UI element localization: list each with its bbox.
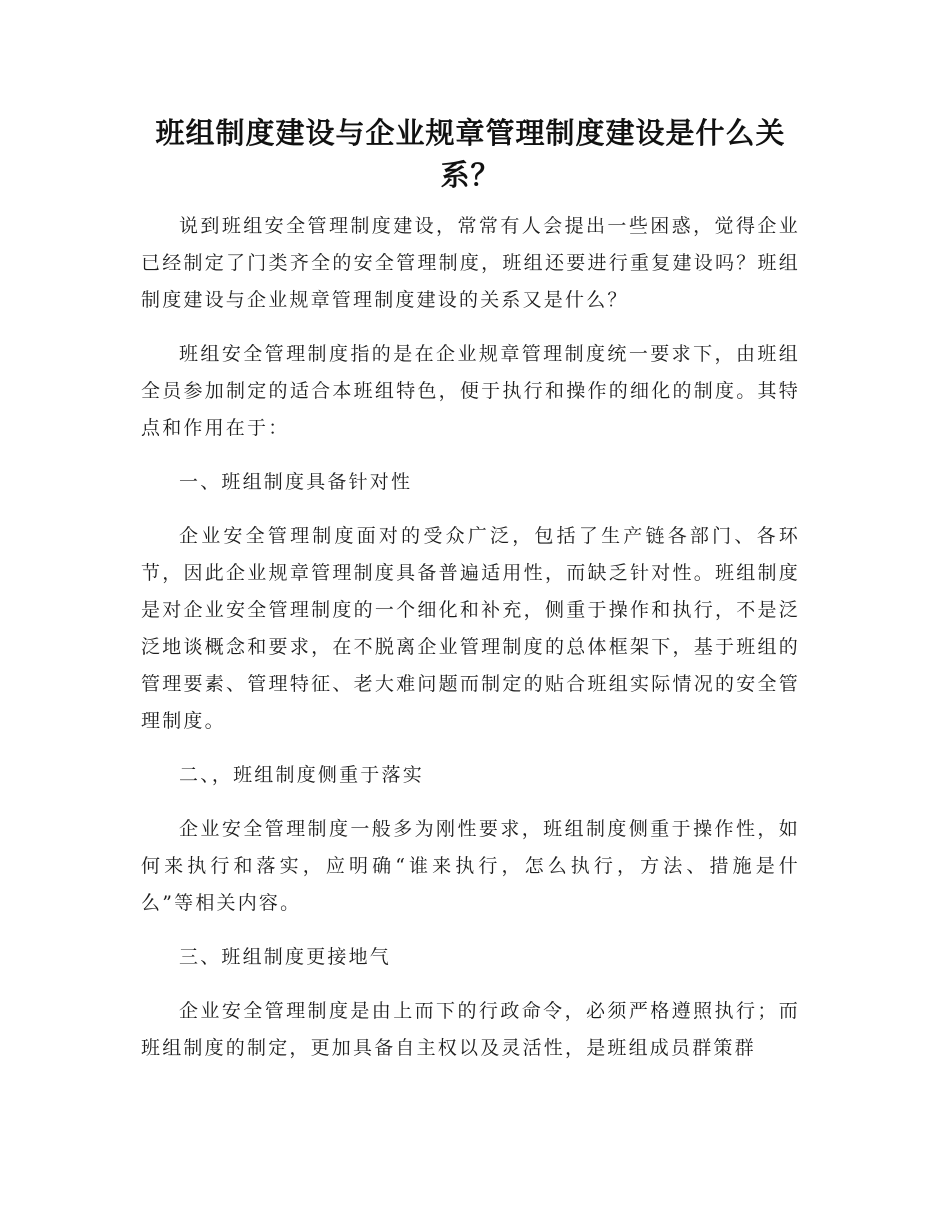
section-heading-2: 二、，班组制度侧重于落实 (179, 764, 424, 786)
section-heading-3: 三、班组制度更接地气 (179, 946, 392, 968)
paragraph-section-3: 企业安全管理制度是由上而下的行政命令，必须严格遵照执行；而班组制度的制定，更加具备自主权以及灵活性，是班组成员群策群 (141, 1000, 800, 1059)
section-heading-1: 一、班组制度具备针对性 (179, 471, 413, 493)
paragraph-intro: 说到班组安全管理制度建设，常常有人会提出一些困惑，觉得企业已经制定了门类齐全的安全管理制度，班组还要进行重复建设吗？班组制度建设与企业规章管理制度建设的关系又是什么？ (141, 215, 800, 311)
paragraph-section-1: 企业安全管理制度面对的受众广泛，包括了生产链各部门、各环节，因此企业规章管理制度具备普遍适用性，而缺乏针对性。班组制度是对企业安全管理制度的一个细化和补充，侧重于操作和执行，不是泛泛地谈概念和要求，在不脱离企业管理制度的总体框架下，基于班组的管理要素、管理特征、老大难问题而制定的贴合班组实际情况的安全管理制度。 (141, 525, 800, 732)
paragraph-section-2: 企业安全管理制度一般多为刚性要求，班组制度侧重于操作性，如何来执行和落实，应明确“谁来执行，怎么执行，方法、措施是什么”等相关内容。 (141, 818, 800, 914)
paragraph-definition: 班组安全管理制度指的是在企业规章管理制度统一要求下，由班组全员参加制定的适合本班组特色，便于执行和操作的细化的制度。其特点和作用在于： (141, 343, 800, 439)
document-title: 班组制度建设与企业规章管理制度建设是什么关系？ (155, 116, 786, 192)
